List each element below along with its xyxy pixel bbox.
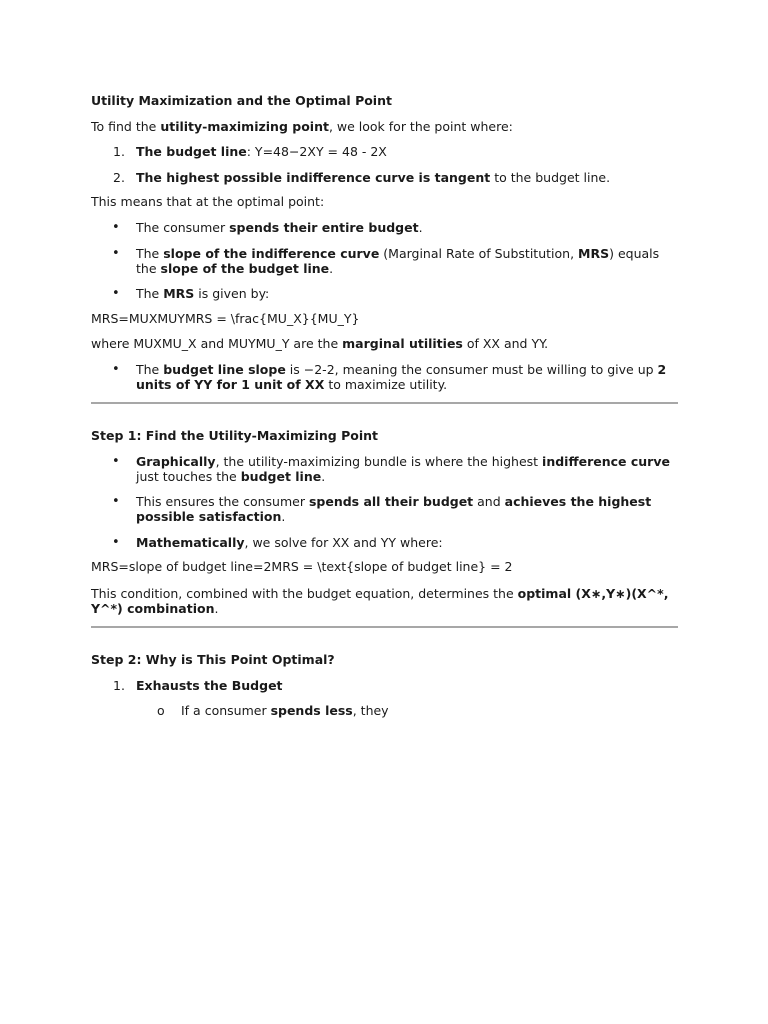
bullet-marker: • (112, 362, 120, 377)
bullet-marker: • (112, 286, 120, 301)
bullet-marker: • (112, 220, 120, 235)
bullet-graphically: Graphically, the utility-maximizing bundle is where the highest indifference curve just touches the budget line. (136, 454, 670, 484)
intro-paragraph: To find the utility-maximizing point, we look for the point where: (91, 119, 513, 134)
means-paragraph: This means that at the optimal point: (91, 194, 325, 209)
list-marker: 2. (113, 170, 125, 185)
bullet-budget-slope: The budget line slope is −2-2, meaning the consumer must be willing to give up 2 units of YY for 1 unit of XX to maximize utility. (136, 362, 667, 392)
item-exhausts-budget: Exhausts the Budget (136, 678, 283, 693)
page-title: Utility Maximization and the Optimal Point (91, 93, 392, 108)
list-marker: 1. (113, 144, 125, 159)
condition-budget-line: The budget line: Y=48−2XY = 48 - 2X (136, 144, 387, 159)
section-divider (91, 402, 678, 404)
bullet-entire-budget: The consumer spends their entire budget. (136, 220, 423, 235)
condition-paragraph: This condition, combined with the budget equation, determines the optimal (X∗,Y∗)(X^*, Y^*) combination. (91, 586, 669, 616)
list-marker: 1. (113, 678, 125, 693)
marginal-utilities-paragraph: where MUXMU_X and MUYMU_Y are the marginal utilities of XX and YY. (91, 336, 549, 351)
step2-heading: Step 2: Why is This Point Optimal? (91, 652, 335, 667)
bullet-marker: • (112, 246, 120, 261)
condition-tangent: The highest possible indifference curve is tangent to the budget line. (136, 170, 611, 185)
step1-heading: Step 1: Find the Utility-Maximizing Point (91, 428, 379, 443)
section-divider (91, 626, 678, 628)
bullet-marker: • (112, 535, 120, 550)
bullet-mrs-given: The MRS is given by: (136, 286, 270, 301)
sub-list-marker: o (157, 703, 165, 718)
bullet-marker: • (112, 454, 120, 469)
slope-formula: MRS=slope of budget line=2MRS = \text{slope of budget line} = 2 (91, 559, 513, 574)
mrs-formula: MRS=MUXMUYMRS = \frac{MU_X}{MU_Y} (91, 311, 360, 326)
bullet-marker: • (112, 494, 120, 509)
bullet-slope-equality: The slope of the indifference curve (Marginal Rate of Substitution, MRS) equals the slope of the budget line. (136, 246, 660, 276)
bullet-mathematically: Mathematically, we solve for XX and YY where: (136, 535, 443, 550)
sub-item-spends-less: If a consumer spends less, they (181, 703, 389, 718)
bullet-ensures: This ensures the consumer spends all their budget and achieves the highest possible satisfaction. (136, 494, 652, 524)
